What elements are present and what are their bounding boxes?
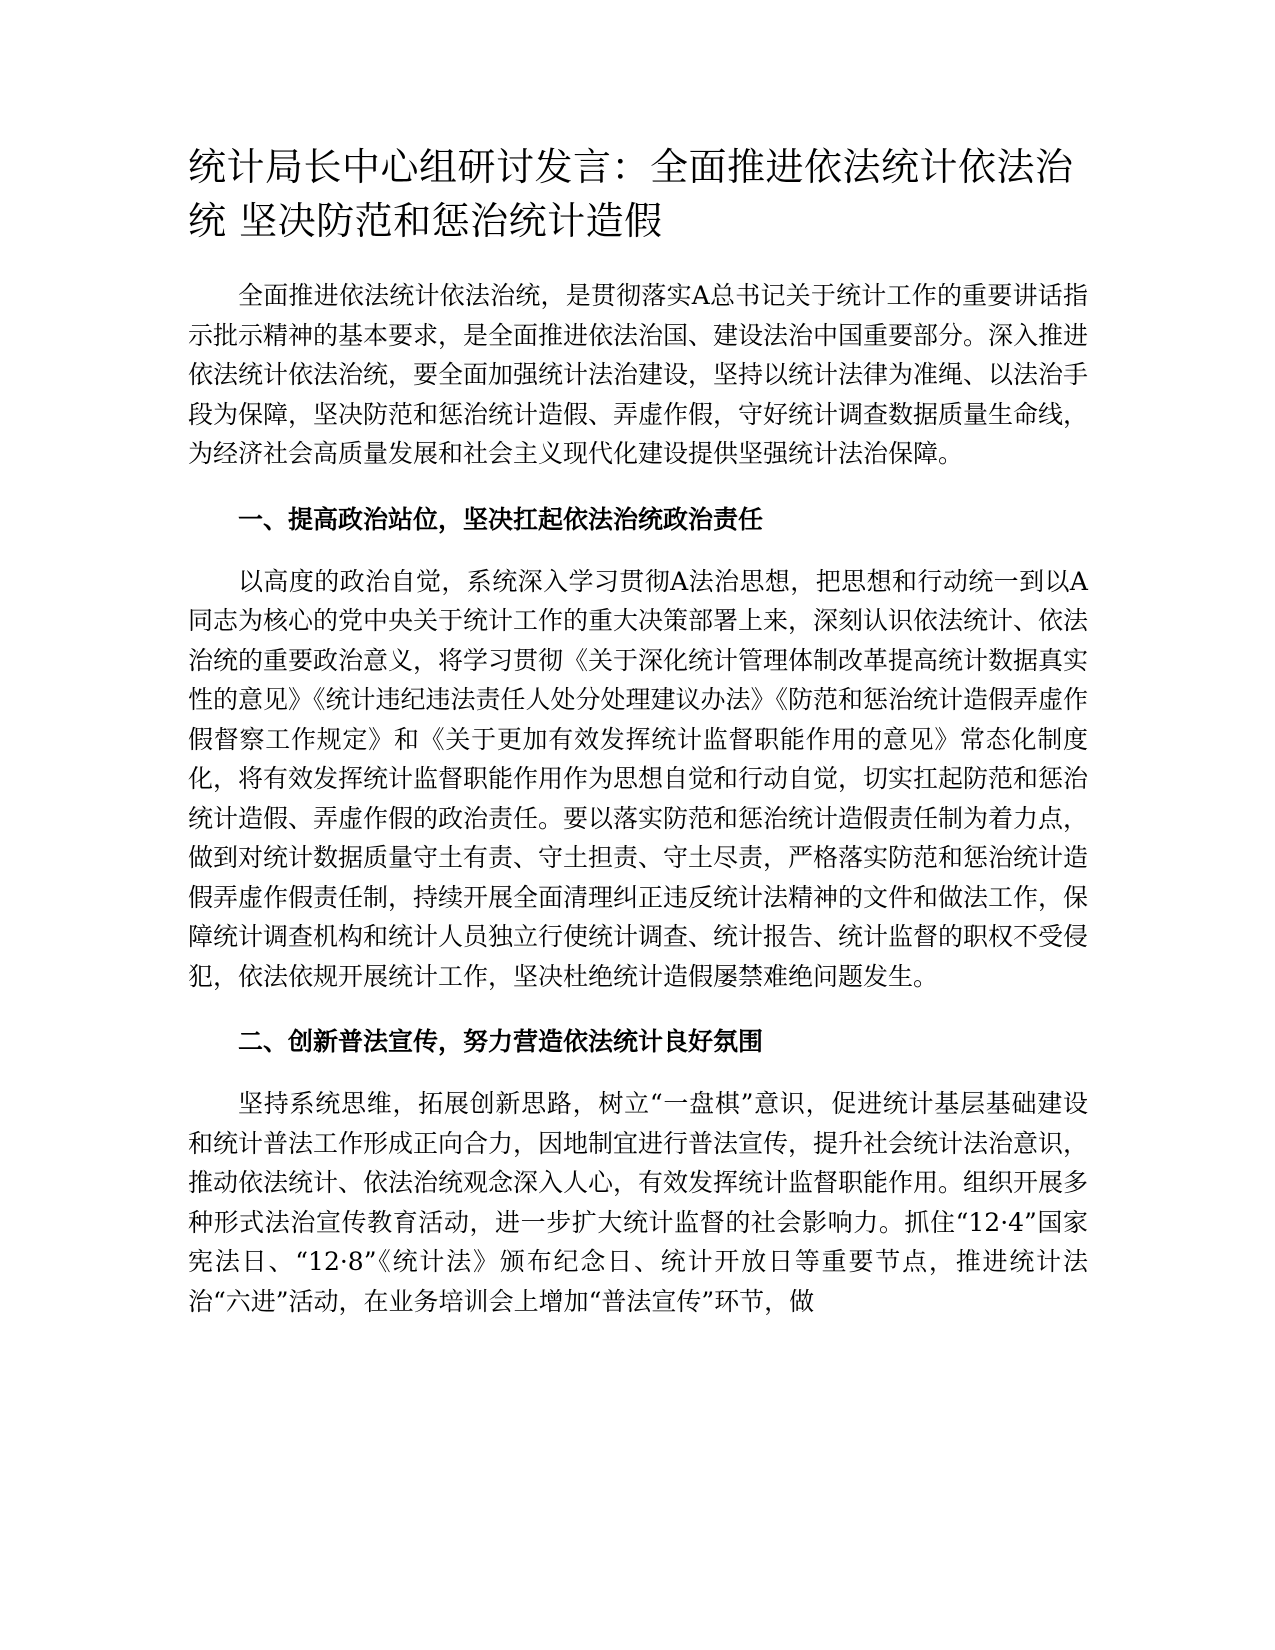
document-page — [188, 140, 1088, 1321]
section-2-heading: 二、创新普法宣传，努力营造依法统计良好氛围 — [238, 1027, 764, 1056]
section-1-heading: 一、提高政治站位，坚决扛起依法治统政治责任 — [238, 504, 764, 534]
section-1-paragraph: 以高度的政治自觉，系统深入学习贯彻A法治思想，把思想和行动统一到以A同志为核心的党中央关于统计工作的重大决策部署上来，深刻认识依法统计、依法治统的重要政治意义，将学习贯彻《关于深化统计管理体制改革提高统计数据真实性的意见》《统计违纪违法责任人处分处理建议办法》《防范和惩治统计造假弄虚作假督察工作规定》和《关于更加有效发挥统计监督职能作用的意见》常态化制度化，将有效发挥统计监督职能作用作为思想自觉和行动自觉，切实扛起防范和惩治统计造假、弄虚作假的政治责任。要以落实防范和惩治统计造假责任制为着力点，做到对统计数据质量守土有责、守土担责、守土尽责，严格落实防范和惩治统计造假弄虚作假责任制，持续开展全面清理纠正违反统计法精神的文件和做法工作，保障统计调查机构和统计人员独立行使统计调查、统计报告、统计监督的职权不受侵犯，依法依规开展统计工作，坚决杜绝统计造假屡禁难绝问题发生。 — [188, 566, 1089, 991]
intro-paragraph: 全面推进依法统计依法治统，是贯彻落实A总书记关于统计工作的重要讲话指示批示精神的基本要求，是全面推进依法治国、建设法治中国重要部分。深入推进依法统计依法治统，要全面加强统计法治建设，坚持以统计法律为准绳、以法治手段为保障，坚决防范和惩治统计造假、弄虚作假，守好统计调查数据质量生命线，为经济社会高质量发展和社会主义现代化建设提供坚强统计法治保障。 — [188, 281, 1089, 468]
document-title: 统计局长中心组研讨发言：全面推进依法统计依法治统 坚决防范和惩治统计造假 — [188, 145, 1074, 243]
section-2-paragraph: 坚持系统思维，拓展创新思路，树立“一盘棋”意识，促进统计基层基础建设和统计普法工作形成正向合力，因地制宜进行普法宣传，提升社会统计法治意识，推动依法统计、依法治统观念深入人心，有效发挥统计监督职能作用。组织开展多种形式法治宣传教育活动，进一步扩大统计监督的社会影响力。抓住“12·4”国家宪法日、“12·8”《统计法》颁布纪念日、统计开放日等重要节点，推进统计法治“六进”活动，在业务培训会上增加“普法宣传”环节，做 — [188, 1089, 1089, 1316]
